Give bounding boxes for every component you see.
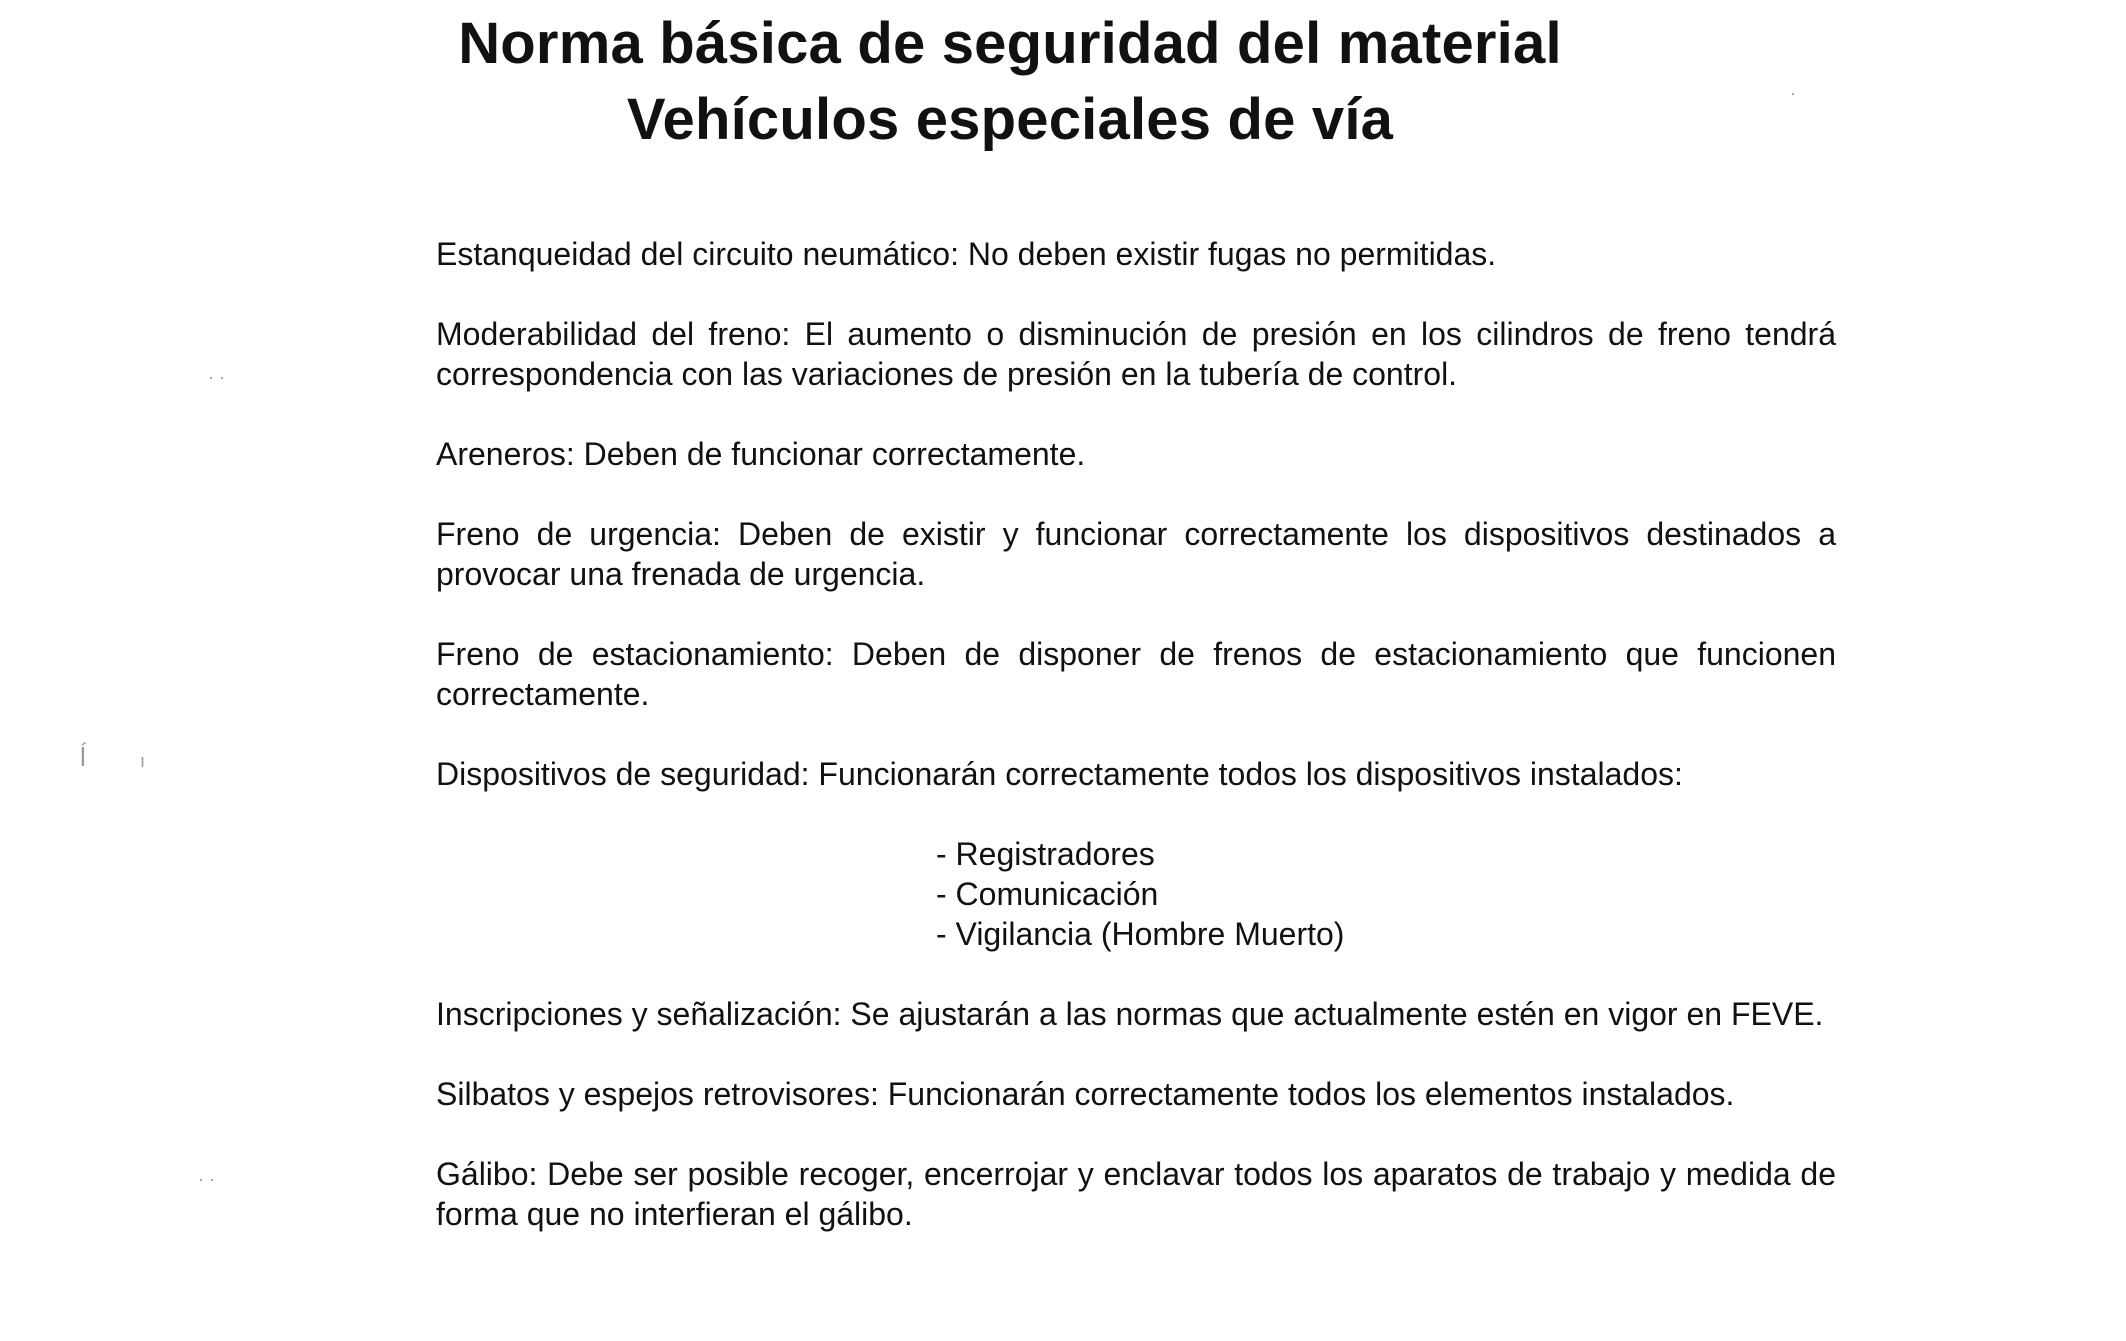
title-line-1: Norma básica de seguridad del material — [458, 11, 1562, 76]
list-item: - Registradores — [936, 836, 1155, 872]
scan-speck: · · — [208, 367, 225, 387]
safety-devices-list — [436, 834, 1836, 954]
scan-speck: ĺ — [80, 742, 86, 772]
scan-speck: · · — [198, 1169, 215, 1189]
paragraph-estanqueidad: Estanqueidad del circuito neumático: No deben existir fugas no permitidas. — [436, 236, 1497, 272]
list-item: - Comunicación — [936, 876, 1159, 912]
paragraph-silbatos: Silbatos y espejos retrovisores: Funcionarán correctamente todos los elementos instalados. — [436, 1076, 1735, 1112]
paragraph-freno-estacionamiento: Freno de estacionamiento: Deben de disponer de frenos de estacionamiento que funcionen correctamente. — [436, 636, 1836, 712]
document-body — [436, 234, 1836, 1274]
list-item: - Vigilancia (Hombre Muerto) — [936, 916, 1345, 952]
title-line-2: Vehículos especiales de vía — [626, 87, 1394, 152]
paragraph-dispositivos: Dispositivos de seguridad: Funcionarán correctamente todos los dispositivos instalados: — [436, 756, 1683, 792]
paragraph-freno-urgencia: Freno de urgencia: Deben de existir y funcionar correctamente los dispositivos destinados a provocar una frenada de urgencia. — [436, 516, 1836, 592]
scan-speck: ı — [140, 751, 146, 771]
document-title — [400, 6, 1620, 158]
paragraph-inscripciones: Inscripciones y señalización: Se ajustarán a las normas que actualmente estén en vigor en FEVE. — [436, 996, 1824, 1032]
paragraph-areneros: Areneros: Deben de funcionar correctamente. — [436, 436, 1086, 472]
paragraph-moderabilidad: Moderabilidad del freno: El aumento o disminución de presión en los cilindros de freno tendrá correspondencia con las variaciones de presión en la tubería de control. — [436, 316, 1836, 392]
scan-speck: · — [1790, 83, 1796, 103]
paragraph-galibo: Gálibo: Debe ser posible recoger, encerrojar y enclavar todos los aparatos de trabajo y medida de forma que no interfieran el gálibo. — [436, 1156, 1836, 1232]
